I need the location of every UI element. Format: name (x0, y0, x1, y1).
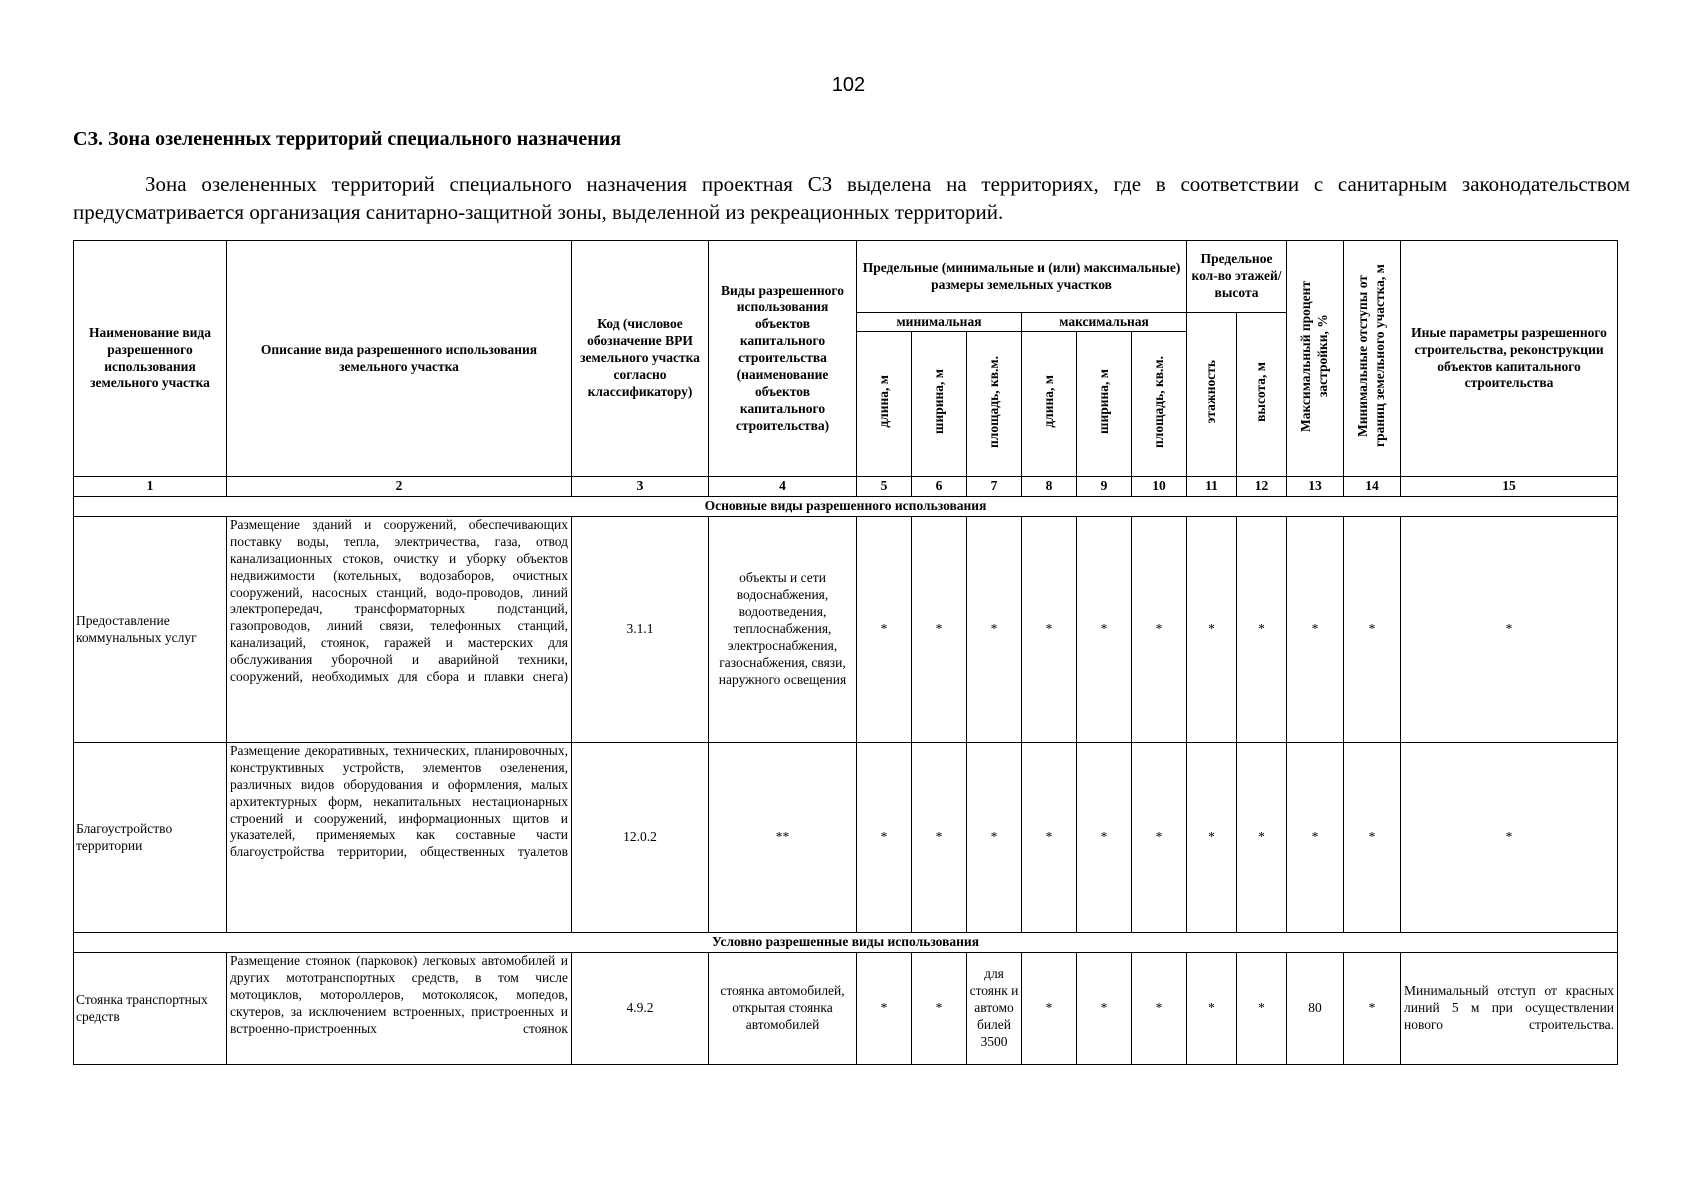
column-number: 2 (227, 477, 572, 497)
row-other: Минимальный отступ от красных линий 5 м при осуществлении нового строительства. (1401, 953, 1618, 1065)
column-number: 7 (967, 477, 1022, 497)
row-min-width: * (912, 953, 967, 1065)
page-number: 102 (831, 74, 866, 96)
header-description: Описание вида разрешенного использования земельного участка (227, 241, 572, 477)
column-number: 1 (74, 477, 227, 497)
column-number: 3 (572, 477, 709, 497)
row-min-length: * (857, 743, 912, 933)
row-code: 3.1.1 (572, 517, 709, 743)
row-max-length: * (1022, 517, 1077, 743)
row-height: * (1237, 743, 1287, 933)
row-floors: * (1187, 517, 1237, 743)
header-height: высота, м (1237, 313, 1287, 477)
column-number: 10 (1132, 477, 1187, 497)
header-sizes: Предельные (минимальные и (или) максимальные) размеры земельных участков (857, 241, 1187, 313)
row-min-area: для стоянк и автомо билей 3500 (967, 953, 1022, 1065)
column-number: 15 (1401, 477, 1618, 497)
header-code: Код (числовое обозначение ВРИ земельного участка согласно классификатору) (572, 241, 709, 477)
row-min-length: * (857, 953, 912, 1065)
row-min-setback: * (1344, 743, 1401, 933)
row-min-width: * (912, 743, 967, 933)
header-min-setback: Минимальные отступы от границ земельного участка, м (1344, 241, 1401, 477)
row-min-setback: * (1344, 953, 1401, 1065)
group-row-conditional (74, 933, 1618, 953)
header-name: Наименование вида разрешенного использования земельного участка (74, 241, 227, 477)
header-floors: этажность (1187, 313, 1237, 477)
column-number: 8 (1022, 477, 1077, 497)
row-description: Размещение зданий и сооружений, обеспечивающих поставку воды, тепла, электричества, газа, отвод канализационных стоков, очистку и уборку объектов недвижимости (котельных, водозаборов, очистных сооружений, насосных станций, водо-проводов, линий электропередач, трансформаторных подстанций, газопроводов, линий связи, телефонных станций, канализаций, стоянок, гаражей и мастерских для обслуживания уборочной и аварийной техники, сооружений, необходимых для сбора и плавки снега) (227, 517, 572, 743)
row-max-width: * (1077, 743, 1132, 933)
group-conditional-label: Условно разрешенные виды использования (74, 933, 1618, 953)
row-max-length: * (1022, 743, 1077, 933)
group-row-main (74, 497, 1618, 517)
table-row (74, 953, 1618, 1065)
row-min-setback: * (1344, 517, 1401, 743)
column-number: 12 (1237, 477, 1287, 497)
row-description: Размещение декоративных, технических, планировочных, конструктивных устройств, элементов озеленения, различных видов оборудования и оформления, малых архитектурных форм, некапитальных нестационарных строений и сооружений, информационных щитов и указателей, применяемых как составные части благоустройства территории, общественных туалетов (227, 743, 572, 933)
row-max-percent: 80 (1287, 953, 1344, 1065)
column-number: 11 (1187, 477, 1237, 497)
row-description: Размещение стоянок (парковок) легковых автомобилей и других мототранспортных средств, в том числе мотоциклов, мотороллеров, мотоколясок, мопедов, скутеров, за исключением встроенных, пристроенных и встроенно-пристроенных стоянок (227, 953, 572, 1065)
row-min-area: * (967, 517, 1022, 743)
row-floors: * (1187, 743, 1237, 933)
header-max-width: ширина, м (1077, 332, 1132, 477)
row-min-length: * (857, 517, 912, 743)
row-max-area: * (1132, 517, 1187, 743)
table-row (74, 743, 1618, 933)
section-title: СЗ. Зона озелененных территорий специального назначения (73, 128, 622, 150)
row-min-area: * (967, 743, 1022, 933)
header-max-length: длина, м (1022, 332, 1077, 477)
column-number-row (74, 477, 1618, 497)
header-min-area: площадь, кв.м. (967, 332, 1022, 477)
zoning-table (73, 240, 1618, 1065)
row-max-area: * (1132, 743, 1187, 933)
column-number: 4 (709, 477, 857, 497)
header-min-length: длина, м (857, 332, 912, 477)
column-number: 14 (1344, 477, 1401, 497)
row-height: * (1237, 517, 1287, 743)
header-max-percent: Максимальный процент застройки, % (1287, 241, 1344, 477)
row-max-length: * (1022, 953, 1077, 1065)
column-number: 9 (1077, 477, 1132, 497)
row-max-percent: * (1287, 743, 1344, 933)
row-max-width: * (1077, 953, 1132, 1065)
row-other: * (1401, 517, 1618, 743)
group-main-label: Основные виды разрешенного использования (74, 497, 1618, 517)
header-floors-group: Предельное кол-во этажей/ высота (1187, 241, 1287, 313)
row-other: * (1401, 743, 1618, 933)
row-floors: * (1187, 953, 1237, 1065)
row-code: 12.0.2 (572, 743, 709, 933)
row-name: Предоставление коммунальных услуг (74, 517, 227, 743)
row-max-area: * (1132, 953, 1187, 1065)
header-min: минимальная (857, 313, 1022, 332)
row-code: 4.9.2 (572, 953, 709, 1065)
header-other: Иные параметры разрешенного строительства, реконструкции объектов капитального строительства (1401, 241, 1618, 477)
row-min-width: * (912, 517, 967, 743)
header-max-area: площадь, кв.м. (1132, 332, 1187, 477)
column-number: 13 (1287, 477, 1344, 497)
header-max: максимальная (1022, 313, 1187, 332)
row-types: ** (709, 743, 857, 933)
row-height: * (1237, 953, 1287, 1065)
column-number: 6 (912, 477, 967, 497)
row-max-percent: * (1287, 517, 1344, 743)
header-min-width: ширина, м (912, 332, 967, 477)
row-max-width: * (1077, 517, 1132, 743)
row-name: Стоянка транспортных средств (74, 953, 227, 1065)
header-types: Виды разрешенного использования объектов капитального строительства (наименование объектов капитального строительства) (709, 241, 857, 477)
row-name: Благоустройство территории (74, 743, 227, 933)
row-types: стоянка автомобилей, открытая стоянка автомобилей (709, 953, 857, 1065)
row-types: объекты и сети водоснабжения, водоотведения, теплоснабжения, электроснабжения, газоснабжения, связи, наружного освещения (709, 517, 857, 743)
column-number: 5 (857, 477, 912, 497)
table-row (74, 517, 1618, 743)
intro-paragraph: Зона озелененных территорий специального назначения проектная СЗ выделена на территориях, где в соответствии с санитарным законодательством предусматривается организация санитарно-защитной зоны, выделенной из рекреационных территорий. (73, 172, 1630, 224)
